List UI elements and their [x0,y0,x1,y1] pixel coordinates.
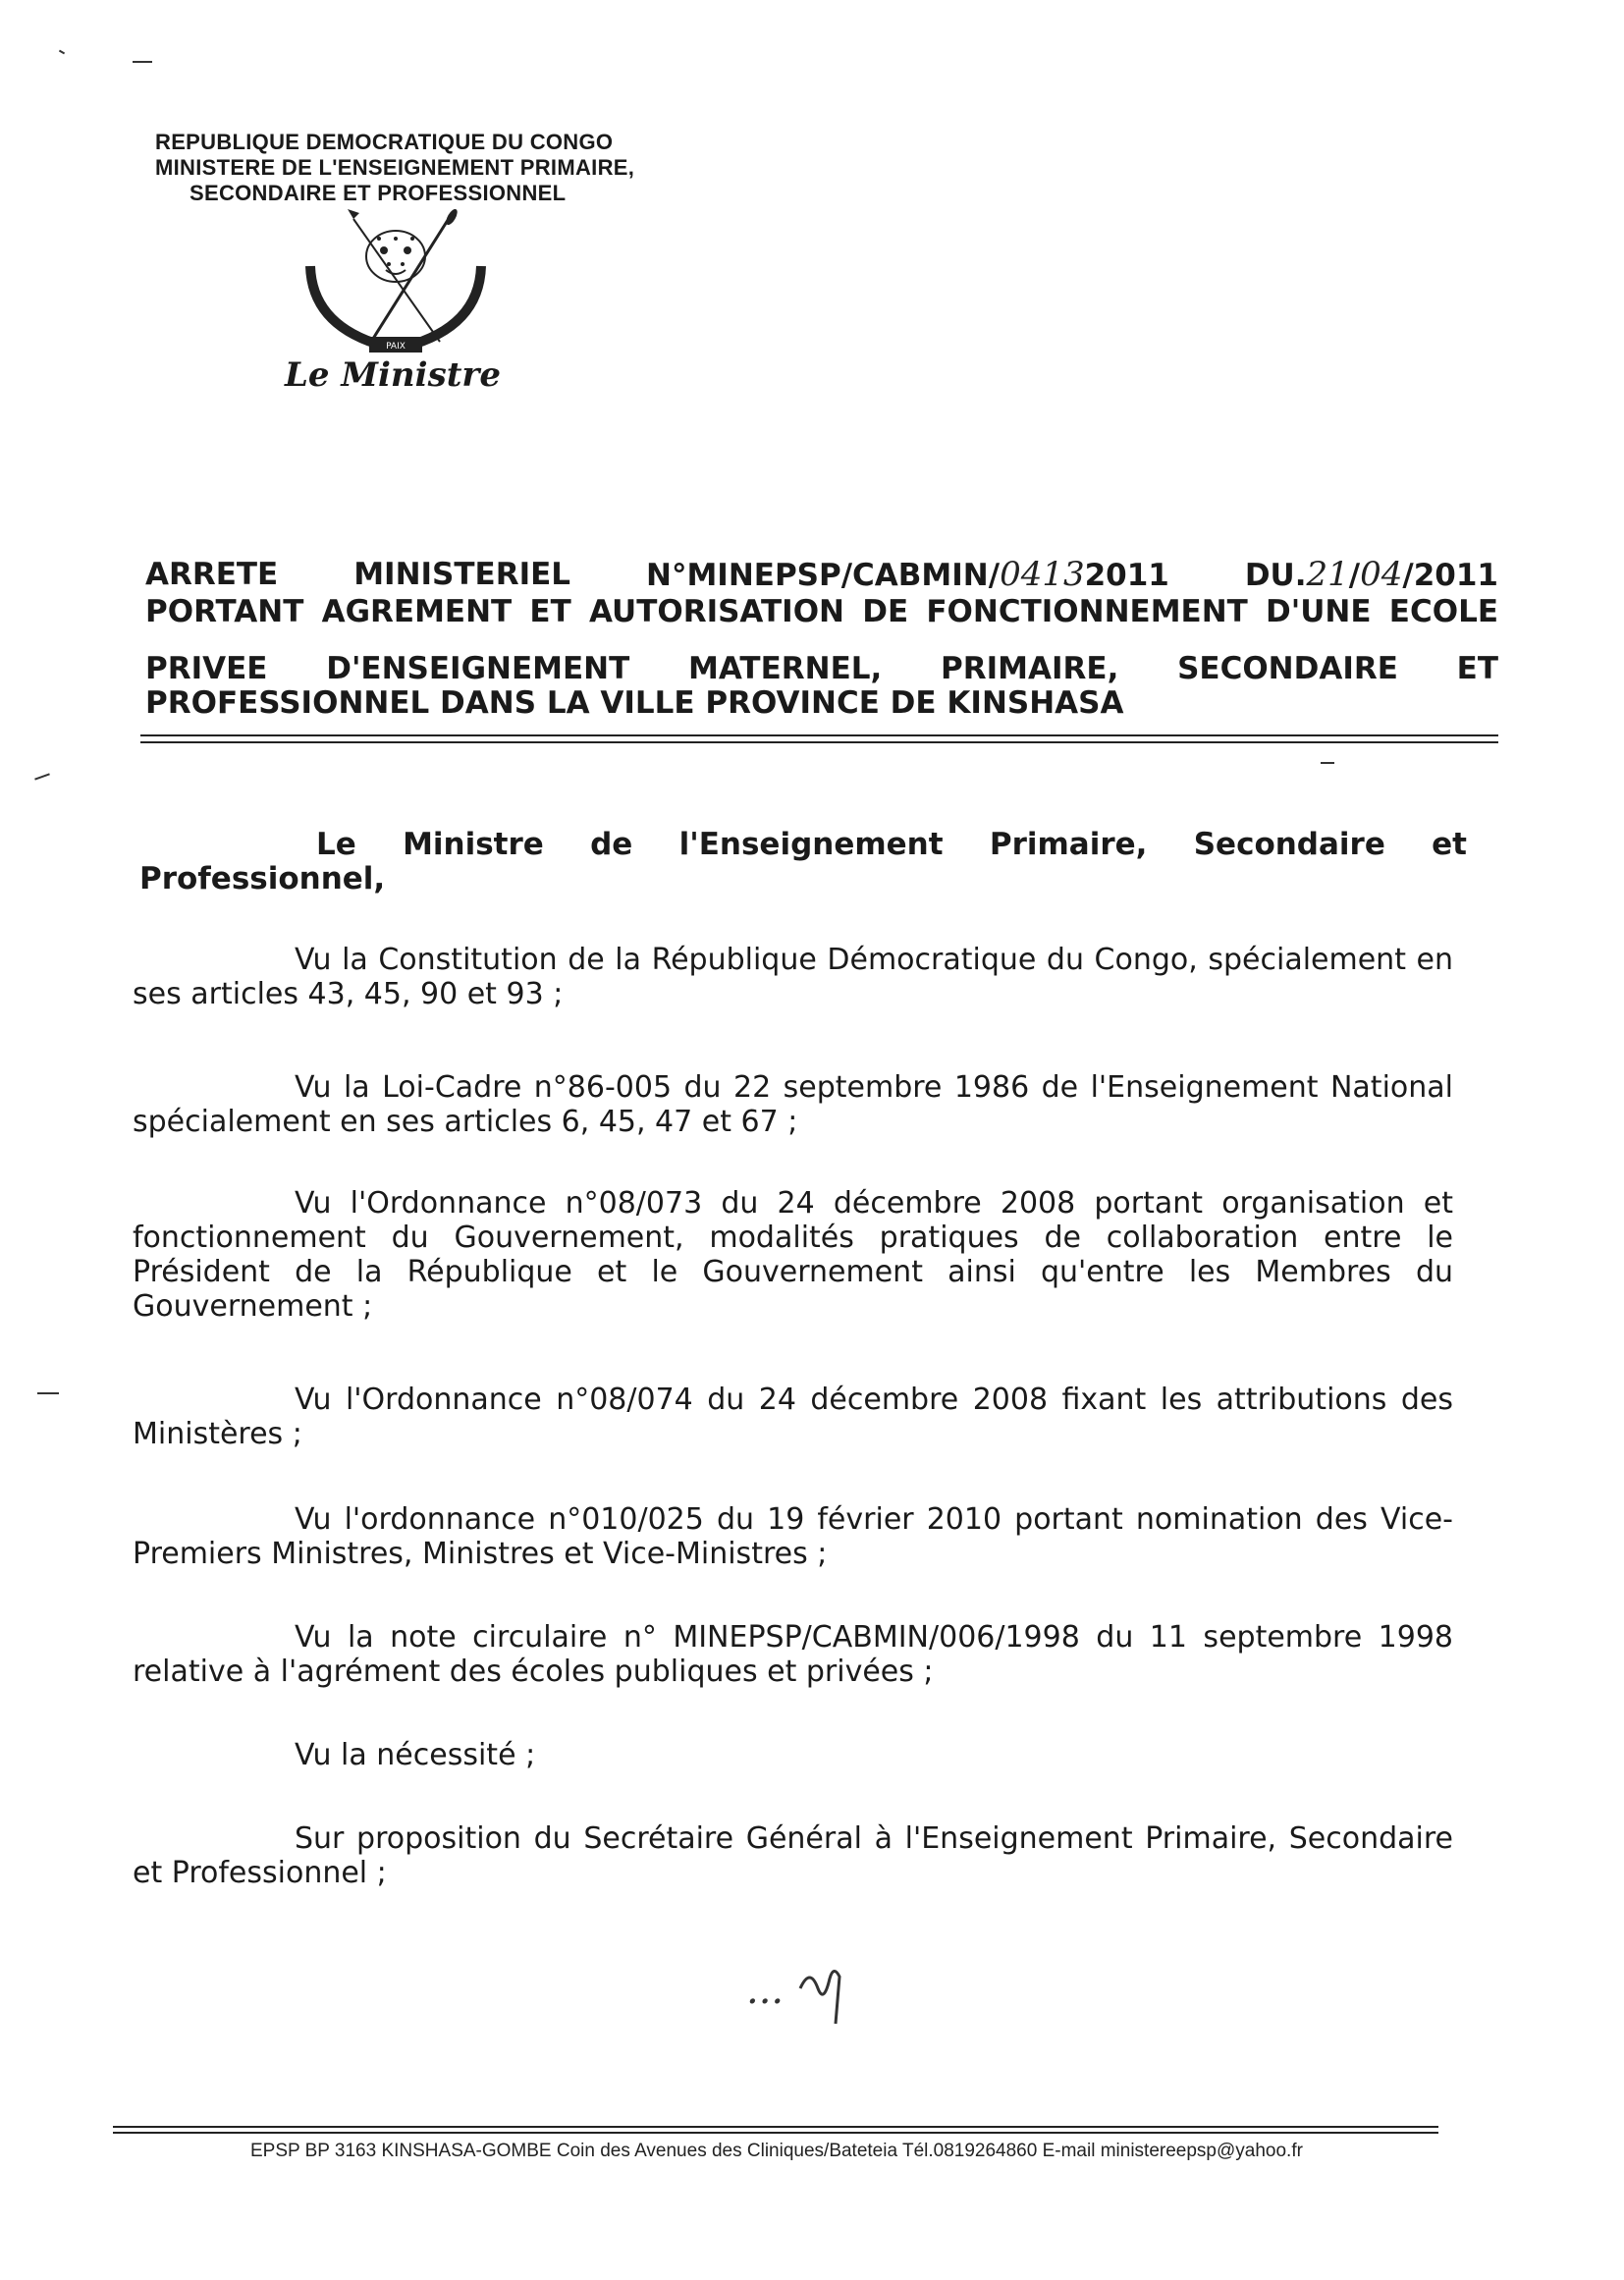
title-word-ministeriel: MINISTERIEL [353,557,571,592]
date-separator: / [1348,558,1361,593]
scan-speck [133,61,152,63]
recital-note-circulaire: Vu la note circulaire n° MINEPSP/CABMIN/006/1998 du 11 septembre 1998 relative à l'agrément des écoles publiques et privées ; [133,1620,1453,1689]
date-prefix: DU. [1244,558,1307,593]
minister-intro: Le Ministre de l'Enseignement Primaire, Secondaire et [316,827,1467,862]
initials-mark [796,1959,855,2028]
header-republic: REPUBLIQUE DEMOCRATIQUE DU CONGO [155,130,614,154]
recital-ordonnance-073: Vu l'Ordonnance n°08/073 du 24 décembre 2008 portant organisation et fonctionnement du Gouvernement, modalités pratiques de collaboration entre le Président de la République et le Gouvernement ainsi qu'entre les Membres du Gouvernement ; [133,1186,1453,1324]
coat-of-arms-emblem [293,209,499,366]
date-year: /2011 [1402,558,1498,593]
recital-ordonnance-025: Vu l'ordonnance n°010/025 du 19 février 2010 portant nomination des Vice-Premiers Ministres, Ministres et Vice-Ministres ; [133,1502,1453,1571]
title-line-3: PRIVEE D'ENSEIGNEMENT MATERNEL, PRIMAIRE, SECONDAIRE ET [145,651,1498,686]
date-handwritten-month: 04 [1360,555,1403,594]
recital-loi-cadre: Vu la Loi-Cadre n°86-005 du 22 septembre 1986 de l'Enseignement National spécialement en ses articles 6, 45, 47 et 67 ; [133,1070,1453,1139]
minister-intro-cont: Professionnel, [139,861,386,896]
handwritten-initials [746,1959,855,2028]
footer-rule-top [113,2126,1438,2128]
recital-proposition: Sur proposition du Secrétaire Général à l'Enseignement Primaire, Secondaire et Professionnel ; [133,1821,1453,1890]
decree-year: 2011 [1084,558,1169,593]
scan-speck [37,1392,59,1394]
recital-constitution: Vu la Constitution de la République Démocratique du Congo, spécialement en ses articles 43, 45, 90 et 93 ; [133,943,1453,1011]
minister-heading: Le Ministre [285,355,501,395]
paraph-dots: ... [746,1968,785,2013]
title-rule-top [140,734,1498,736]
decree-number [646,556,1169,594]
footer-rule-bottom [113,2132,1438,2134]
title-rule-bottom [140,741,1498,743]
date-handwritten-day: 21 [1306,555,1349,594]
title-line-2: PORTANT AGREMENT ET AUTORISATION DE FONCTIONNEMENT D'UNE ECOLE [145,594,1498,629]
header-ministry-cont: SECONDAIRE ET PROFESSIONNEL [189,181,567,205]
recital-necessite: Vu la nécessité ; [295,1738,536,1772]
header-ministry: MINISTERE DE L'ENSEIGNEMENT PRIMAIRE, [155,155,635,180]
footer-contact: EPSP BP 3163 KINSHASA-GOMBE Coin des Avenues des Cliniques/Bateteia Tél.0819264860 E-mail ministereepsp@yahoo.fr [250,2141,1303,2161]
title-word-arrete: ARRETE [145,557,279,592]
title-line-4: PROFESSIONNEL DANS LA VILLE PROVINCE DE KINSHASA [145,685,1124,721]
scan-speck [34,773,50,780]
decree-date [1245,556,1498,594]
scan-speck [59,50,65,55]
decree-handwritten-number: 0413 [1000,555,1085,594]
emblem-motto: PAIX [386,342,406,352]
scan-speck [1321,762,1334,764]
recital-ordonnance-074: Vu l'Ordonnance n°08/074 du 24 décembre 2008 fixant les attributions des Ministères ; [133,1383,1453,1451]
decree-number-line [145,556,1498,594]
decree-prefix: N°MINEPSP/CABMIN/ [646,558,1001,593]
